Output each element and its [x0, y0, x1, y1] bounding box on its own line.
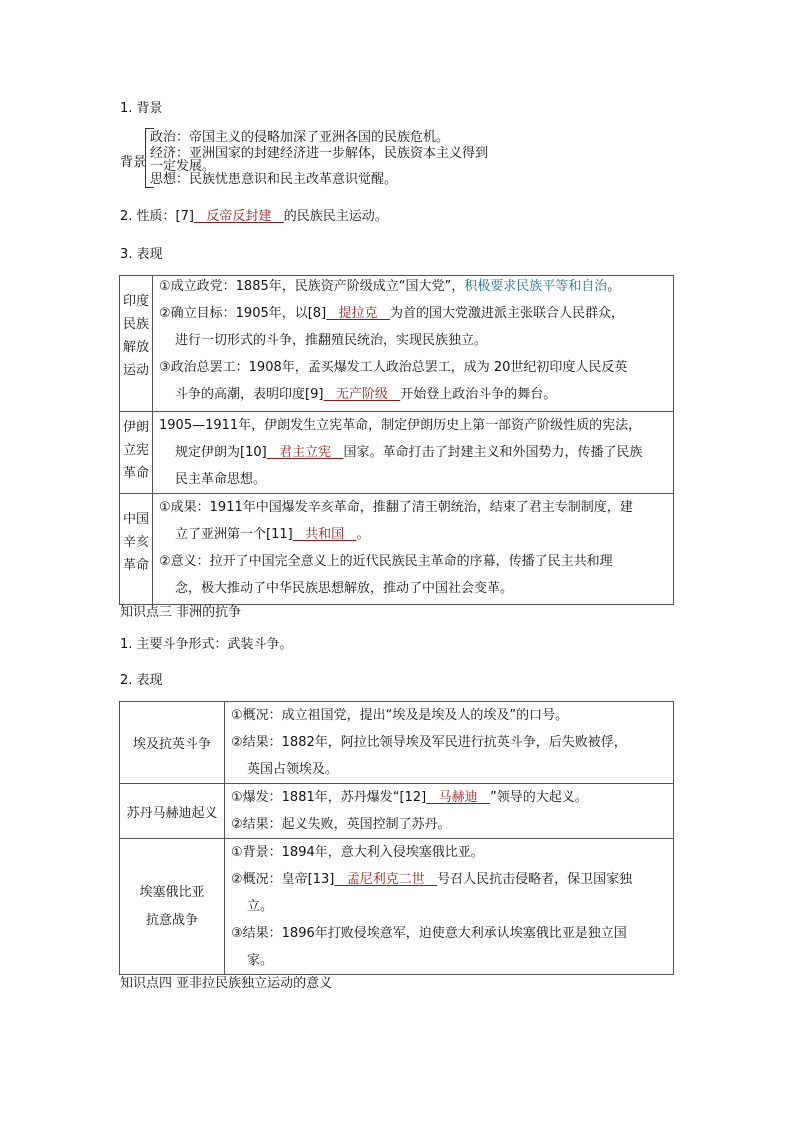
africa-struggles-table	[119, 701, 674, 975]
background-economy-cont: 一定发展。	[150, 159, 216, 174]
background-economy: 经济：亚洲国家的封建经济进一步解体，民族资本主义得到	[150, 146, 489, 161]
answer-7: 反帝反封建	[193, 209, 284, 224]
background-thought: 思想：民族忧患意识和民主改革意识觉醒。	[150, 172, 398, 187]
answer-9: 无产阶级	[323, 387, 401, 402]
table-row-egypt	[120, 702, 674, 784]
egypt-content-cell: ①概况：成立祖国党，提出“埃及是埃及人的埃及”的口号。 ②结果：1882年，阿拉比领导埃及军民进行抗英斗争，后失败被俘， 英国占领埃及。	[225, 702, 674, 784]
table-row-sudan	[120, 784, 674, 839]
kp4-heading: 知识点四 亚非拉民族独立运动的意义	[120, 976, 333, 991]
background-label: 背景	[120, 155, 147, 170]
label-cell: 伊朗 立宪 革命	[120, 412, 153, 494]
section-3-title: 3. 表现	[120, 247, 163, 262]
answer-13: 孟尼利克二世	[334, 872, 438, 887]
highlight-text: 积极要求民族平等和自治	[464, 279, 608, 294]
answer-11: 共和国	[292, 527, 357, 542]
sudan-content-cell: ①爆发：1881年，苏丹爆发“[12] 马赫迪 ”领导的大起义。 ②结果：起义失败，英国控制了苏丹。	[225, 784, 674, 839]
answer-12: 马赫迪	[426, 790, 490, 805]
label-cell: 埃塞俄比亚 抗意战争	[120, 839, 225, 975]
label-cell: 印度 民族 解放 运动	[120, 276, 153, 412]
answer-10: 君主立宪	[266, 445, 344, 460]
india-content-cell: ①成立政党：1885年，民族资产阶级成立“国大党”，积极要求民族平等和自治。 ②确立目标：1905年，以[8] 提拉克 为首的国大党激进派主张联合人民群众， 进行一切形式的斗争，推翻殖民统治，实现民族独立。 ③政治总罢工：1908年，孟买爆发工人政治总罢工，成为 20世纪初印度人民反英 斗争的高潮，表明印度[9] 无产阶级 开始登上政治斗争的舞台。	[153, 276, 674, 412]
ethiopia-content-cell: ①背景：1894年，意大利入侵埃塞俄比亚。 ②概况：皇帝[13] 孟尼利克二世 号召人民抗击侵略者，保卫国家独 立。 ③结果：1896年打败侵埃意军，迫使意大利承认埃塞俄比亚是独立国 家。	[225, 839, 674, 975]
label-cell: 苏丹马赫迪起义	[120, 784, 225, 839]
section-2-nature: 2. 性质：[7] 反帝反封建 的民族民主运动。	[120, 209, 388, 224]
answer-8: 提拉克	[326, 306, 390, 321]
table-row-india	[120, 276, 674, 412]
label-cell: 埃及抗英斗争	[120, 702, 225, 784]
africa-point-1: 1. 主要斗争形式：武装斗争。	[120, 637, 293, 652]
table-row-ethiopia	[120, 839, 674, 975]
table-row-iran	[120, 412, 674, 494]
iran-content-cell: 1905—1911年，伊朗发生立宪革命，制定伊朗历史上第一部资产阶级性质的宪法， 规定伊朗为[10] 君主立宪 国家。革命打击了封建主义和外国势力，传播了民族 民主革命思想。	[153, 412, 674, 494]
table-row-china	[120, 494, 674, 605]
africa-point-2: 2. 表现	[120, 673, 163, 688]
label-cell: 中国 辛亥 革命	[120, 494, 153, 605]
kp3-heading: 知识点三 非洲的抗争	[120, 605, 242, 620]
asia-movements-table	[119, 275, 674, 605]
background-politics: 政治：帝国主义的侵略加深了亚洲各国的民族危机。	[150, 130, 450, 145]
china-content-cell: ①成果：1911年中国爆发辛亥革命，推翻了清王朝统治，结束了君主专制制度，建 立了亚洲第一个[11] 共和国 。 ②意义：拉开了中国完全意义上的近代民族民主革命的序幕，传播了民主共和理 念，极大推动了中华民族思想解放，推动了中国社会变革。	[153, 494, 674, 605]
section-1-title: 1. 背景	[120, 101, 163, 116]
